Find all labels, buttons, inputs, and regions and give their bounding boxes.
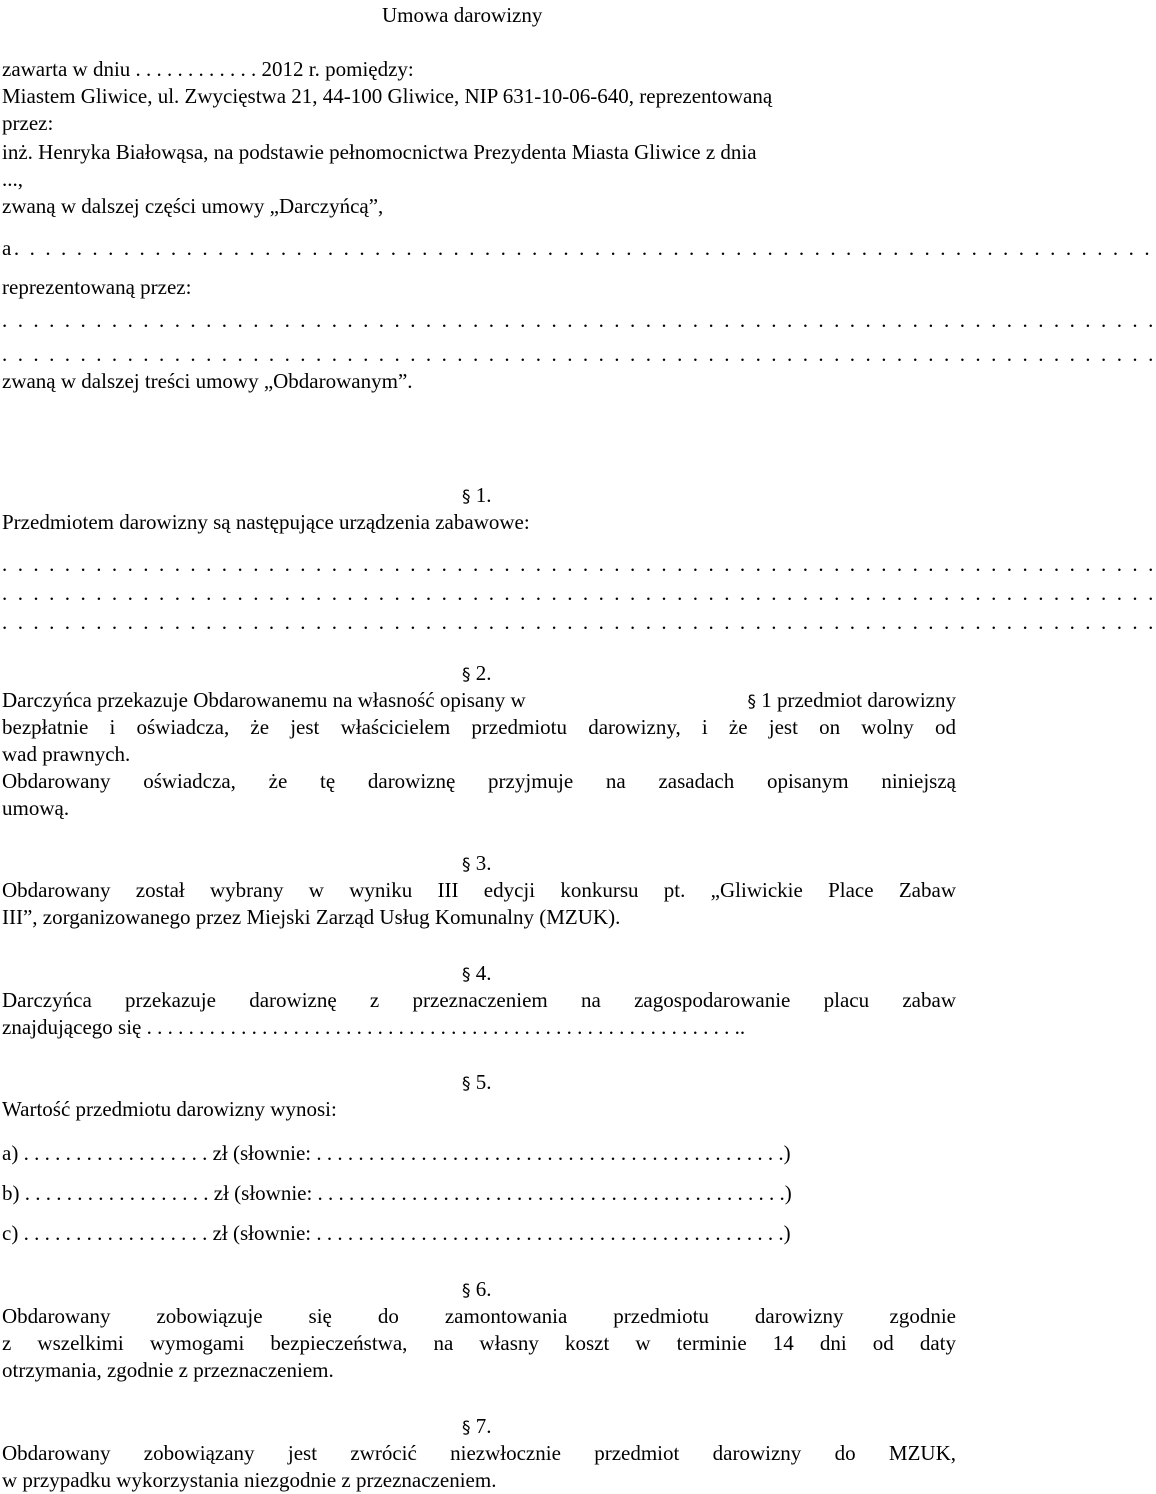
value-line-c: c) . . . . . . . . . . . . . . . . . . zł (słownie: . . . . . . . . . . . . . . . . . . . . . . . . . . . . . . . . . . . . . . . . . . . . .)	[2, 1221, 791, 1245]
section-4-line: Darczyńca przekazuje darowiznę z przeznaczeniem na zagospodarowanie placu zabaw	[2, 988, 956, 1012]
section-6-line: z wszelkimi wymogami bezpieczeństwa, na własny koszt w terminie 14 dni od daty	[2, 1331, 956, 1355]
section-heading-2	[462, 660, 492, 688]
section-symbol: §	[462, 965, 471, 985]
section-number: 1.	[475, 483, 492, 507]
blank-dotted-line: . . . . . . . . . . . . . . . . . . . . . . . . . . . . . . . . . . . . . . . . . . . . . . . . . . . . . . . . . . . . . . . . . . . . . . . . . .	[2, 581, 1156, 605]
section-symbol: §	[462, 1074, 471, 1094]
section-6-line: otrzymania, zgodnie z przeznaczeniem.	[2, 1358, 334, 1382]
section-number: 4.	[475, 961, 492, 985]
blank-dotted-line: . . . . . . . . . . . . . . . . . . . . . . . . . . . . . . . . . . . . . . . . . . . . . . . . . . . . . . . . . . . . . . . . . . . . . . . . . .	[2, 308, 1156, 332]
recipient-representative-label: reprezentowaną przez:	[2, 275, 192, 299]
section-symbol: §	[462, 487, 471, 507]
section-heading-3	[462, 850, 492, 878]
section-2-text-part	[747, 687, 956, 715]
section-heading-5	[462, 1069, 492, 1097]
section-heading-7	[462, 1413, 492, 1441]
donor-party-line: Miastem Gliwice, ul. Zwycięstwa 21, 44-100 Gliwice, NIP 631-10-06-640, reprezentowaną	[2, 84, 773, 108]
section-number: 3.	[475, 851, 492, 875]
section-symbol: §	[747, 692, 756, 712]
blank-dotted-line: . . . . . . . . . . . . . . . . . . . . . . . . . . . . . . . . . . . . . . . . . . . . . . . . . . . . . . . . . . . . . . . . . . . . . . . . . .	[2, 342, 1156, 366]
recipient-blank-line: a. . . . . . . . . . . . . . . . . . . . . . . . . . . . . . . . . . . . . . . . . . . . . . . . . . . . . . . . . . . . . . . . . . . . . . . . .	[2, 236, 1153, 260]
section-number: 6.	[475, 1277, 492, 1301]
section-7-line: w przypadku wykorzystania niezgodnie z przeznaczeniem.	[2, 1468, 497, 1492]
section-number: 7.	[475, 1414, 492, 1438]
blank-dotted-line: . . . . . . . . . . . . . . . . . . . . . . . . . . . . . . . . . . . . . . . . . . . . . . . . . . . . . . . . . . . . . . . . . . . . . . . . . .	[2, 552, 1156, 576]
section-heading-4	[462, 960, 492, 988]
section-5-text: Wartość przedmiotu darowizny wynosi:	[2, 1097, 337, 1121]
section-3-line: Obdarowany został wybrany w wyniku III edycji konkursu pt. „Gliwickie Place Zabaw	[2, 878, 956, 902]
section-4-line: znajdującego się . . . . . . . . . . . . . . . . . . . . . . . . . . . . . . . . . . . . . . . . . . . . . . . . . . . . . . . . ..	[2, 1015, 746, 1039]
section-2-text-part: Darczyńca przekazuje Obdarowanemu na własność opisany w	[2, 688, 526, 712]
section-2-line: bezpłatnie i oświadcza, że jest właścicielem przedmiotu darowizny, i że jest on wolny od	[2, 715, 956, 739]
section-heading-1	[462, 482, 492, 510]
section-2-line: wad prawnych.	[2, 742, 131, 766]
section-3-line: III”, zorganizowanego przez Miejski Zarząd Usług Komunalny (MZUK).	[2, 905, 621, 929]
section-symbol: §	[462, 1418, 471, 1438]
section-reference-text: 1 przedmiot darowizny	[761, 688, 956, 712]
section-6-line: Obdarowany zobowiązuje się do zamontowania przedmiotu darowizny zgodnie	[2, 1304, 956, 1328]
section-2-line	[2, 687, 956, 715]
section-symbol: §	[462, 665, 471, 685]
recipient-definition-line: zwaną w dalszej treści umowy „Obdarowanym”.	[2, 369, 413, 393]
donor-definition-line: zwaną w dalszej części umowy „Darczyńcą”,	[2, 194, 384, 218]
section-heading-6	[462, 1276, 492, 1304]
section-2-line: Obdarowany oświadcza, że tę darowiznę przyjmuje na zasadach opisanym niniejszą	[2, 769, 956, 793]
representative-line: ...,	[2, 167, 23, 191]
representative-line: inż. Henryka Białowąsa, na podstawie pełnomocnictwa Prezydenta Miasta Gliwice z dnia	[2, 140, 757, 164]
donor-party-line: przez:	[2, 111, 54, 135]
section-7-line: Obdarowany zobowiązany jest zwrócić niezwłocznie przedmiot darowizny do MZUK,	[2, 1441, 956, 1465]
document-title: Umowa darowizny	[382, 3, 543, 27]
contract-date-line: zawarta w dniu . . . . . . . . . . . . 2012 r. pomiędzy:	[2, 57, 414, 81]
value-line-b: b) . . . . . . . . . . . . . . . . . . zł (słownie: . . . . . . . . . . . . . . . . . . . . . . . . . . . . . . . . . . . . . . . . . . . . .)	[2, 1181, 792, 1205]
value-line-a: a) . . . . . . . . . . . . . . . . . . zł (słownie: . . . . . . . . . . . . . . . . . . . . . . . . . . . . . . . . . . . . . . . . . . . . .)	[2, 1141, 791, 1165]
blank-dotted-line: . . . . . . . . . . . . . . . . . . . . . . . . . . . . . . . . . . . . . . . . . . . . . . . . . . . . . . . . . . . . . . . . . . . . . . . . . .	[2, 610, 1156, 634]
section-symbol: §	[462, 855, 471, 875]
section-number: 5.	[475, 1070, 492, 1094]
section-number: 2.	[475, 661, 492, 685]
section-symbol: §	[462, 1281, 471, 1301]
section-2-line: umową.	[2, 796, 70, 820]
section-1-text: Przedmiotem darowizny są następujące urządzenia zabawowe:	[2, 510, 530, 534]
